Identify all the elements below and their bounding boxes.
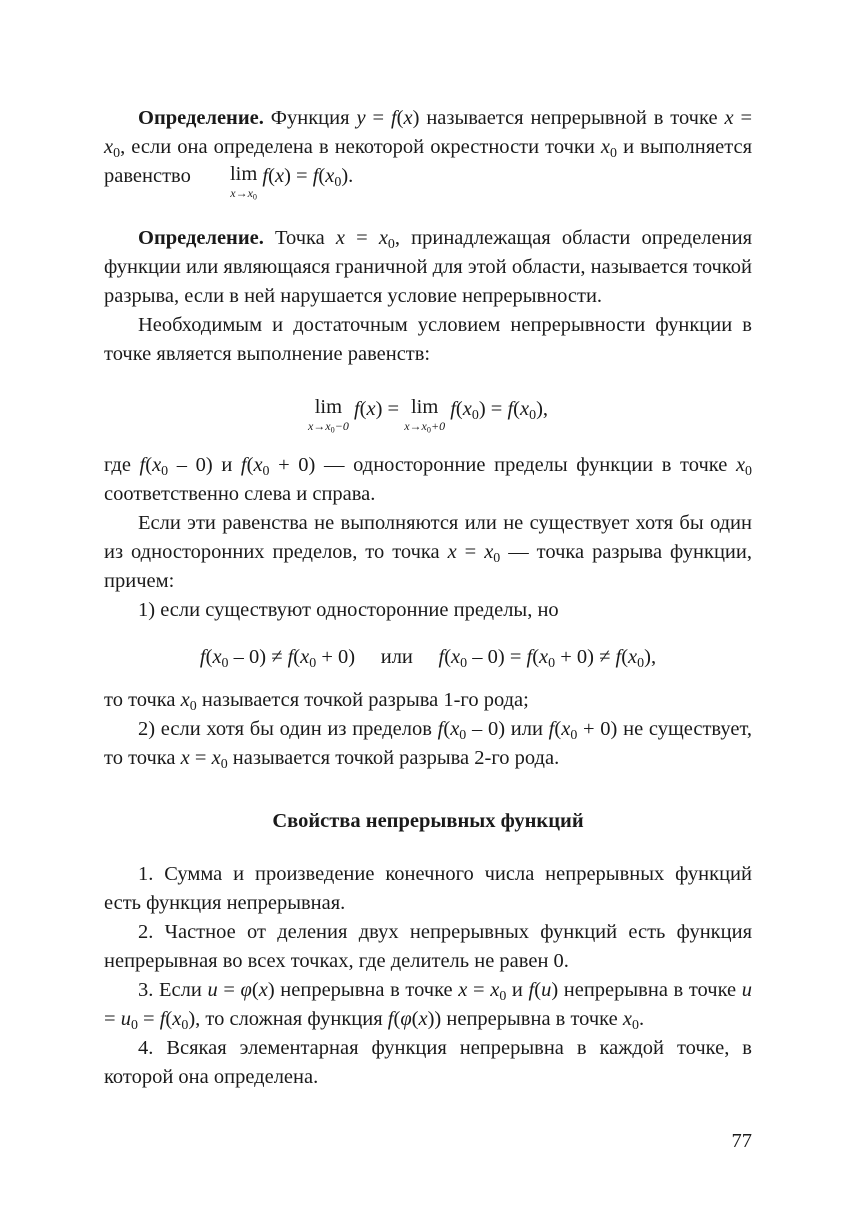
property-2: 2. Частное от деления двух непрерывных функций есть функция непрерывная во всех точках, где делитель не равен 0. — [104, 921, 752, 972]
page-content — [104, 104, 752, 1092]
limit-operator: lim $x\to x_0$ — [229, 163, 258, 202]
definition-discontinuity: Определение. Точка $x = x_0$, принадлежащая области определения функции или являющаяся граничной для этой области, называется точкой разрыва, если в ней нарушается условие непрерывности. — [104, 227, 753, 307]
property-3: 3. Если u = φ(x) непрерывна в точке $x = x_0$ и f(u) непрерывна в точке $u = u_0 = f(x_0)$, то сложная функция f(φ(x)) непрерывна в точке $x_0$. — [104, 979, 753, 1033]
or-word: или — [380, 646, 413, 668]
first-kind-formula: $f(x_0 - 0) \ne f(x_0 + 0)$ или $f(x_0 - 0) = f(x_0 + 0) \ne f(x_0)$, — [199, 646, 657, 671]
property-1: 1. Сумма и произведение конечного числа непрерывных функций есть функция непрерывная. — [104, 863, 752, 914]
definition-label: Определение. — [138, 107, 264, 129]
one-sided-limits-formula: lim $x\to x_0-0$ f(x) = lim $x\to x_0+0$ $f(x_0) = f(x_0)$, — [307, 396, 549, 435]
continuity-condition: Необходимым и достаточным условием непрерывности функции в точке является выполнение равенств: — [104, 314, 752, 365]
page-number: 77 — [731, 1130, 752, 1152]
case-1: 1) если существуют односторонние пределы, но — [138, 599, 559, 621]
first-kind-conclusion: то точка $x_0$ называется точкой разрыва 1-го рода; — [104, 689, 529, 714]
discontinuity-condition: Если эти равенства не выполняются или не существует хотя бы один из односторонних пределов, то точка $x = x_0$ — точка разрыва функции, причем: — [104, 512, 753, 592]
case-2: 2) если хотя бы один из пределов $f(x_0 - 0)$ или $f(x_0 + 0)$ не существует, то точка $x = x_0$ называется точкой разрыва 2-го рода. — [104, 718, 753, 772]
property-4: 4. Всякая элементарная функция непрерывна в каждой точке, в которой она определена. — [104, 1037, 752, 1088]
definition-label: Определение. — [138, 227, 264, 249]
definition-continuity: Определение. Функция y = f(x) называется непрерывной в точке $x = x_0$, если она определена в некоторой окрестности точки $x_0$ и выполняется равенство lim $x\to x_0$ $f(x) = f(x_0)$. — [104, 107, 753, 202]
section-heading: Свойства непрерывных функций — [272, 810, 584, 832]
one-sided-limits-note: где $f(x_0 - 0)$ и $f(x_0 + 0)$ — односторонние пределы функции в точке $x_0$ соответственно слева и справа. — [104, 454, 753, 505]
